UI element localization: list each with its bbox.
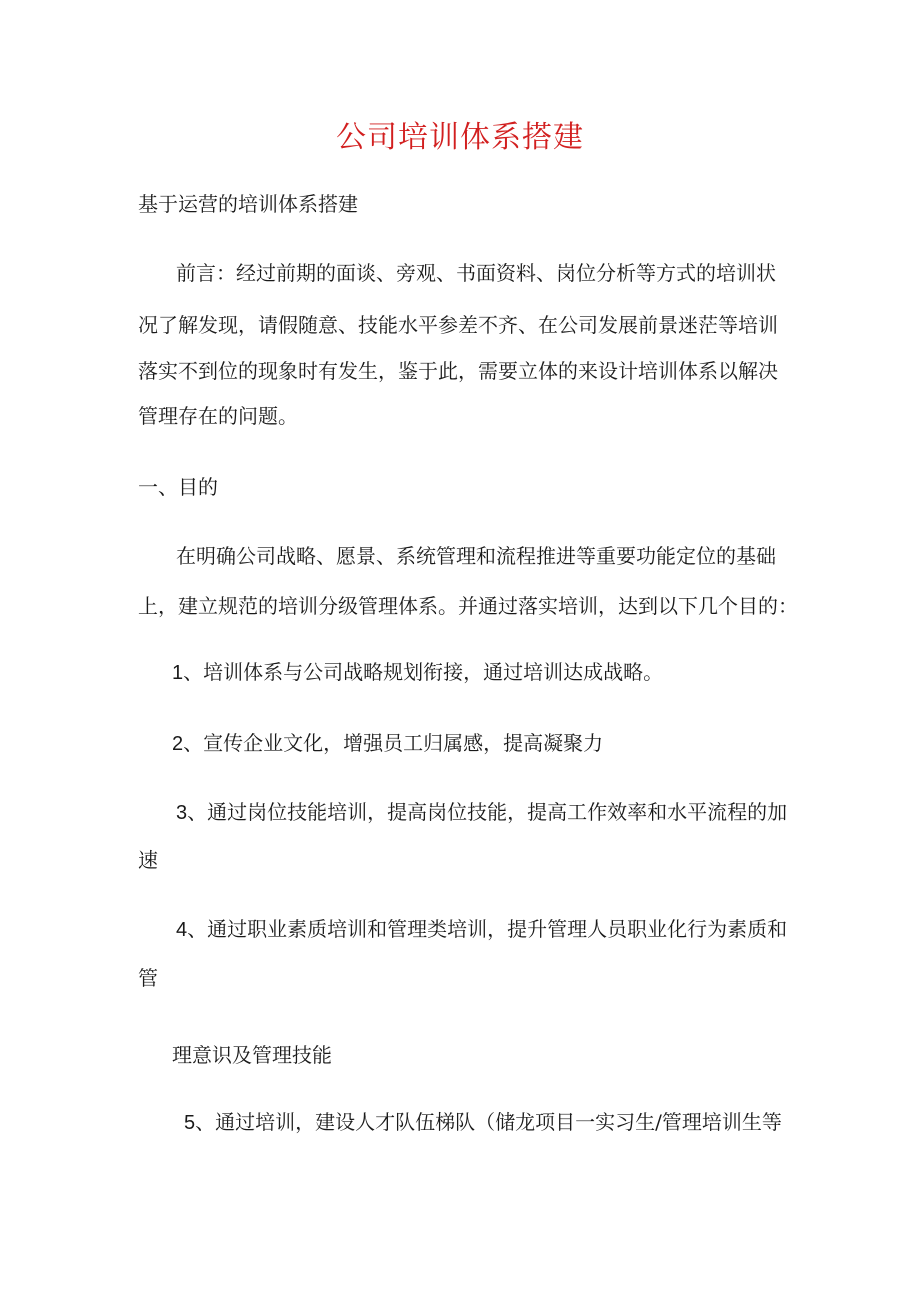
list-item-number: 3 [176,802,188,824]
list-item-4-wrap: 理意识及管理技能 [172,1043,332,1067]
list-item-text: 、通过岗位技能培训，提高岗位技能，提高工作效率和水平流程的加 [187,800,788,824]
list-item-3-continuation: 速 [138,848,158,872]
list-item-text: 、通过职业素质培训和管理类培训，提升管理人员职业化行为素质和 [187,917,788,941]
list-item-3 [176,798,836,827]
section-heading: 一、目的 [138,475,218,499]
list-item-text: 、培训体系与公司战略规划衔接，通过培训达成战略。 [183,660,664,684]
intro-line: 在明确公司战略、愿景、系统管理和流程推进等重要功能定位的基础 [176,544,776,568]
list-item-number: 4 [176,919,188,941]
preface-line: 况了解发现，请假随意、技能水平参差不齐、在公司发展前景迷茫等培训 [138,313,778,337]
list-item-number: 5 [184,1112,196,1134]
document-title: 公司培训体系搭建 [336,120,584,155]
list-item-1 [172,658,832,687]
intro-line: 上，建立规范的培训分级管理体系。并通过落实培训，达到以下几个目的： [138,594,798,618]
list-item-4-continuation: 管 [138,966,158,990]
list-item-number: 2 [172,733,184,755]
list-item-text: 、宣传企业文化，增强员工归属感，提高凝聚力 [183,731,604,755]
preface-line: 落实不到位的现象时有发生，鉴于此，需要立体的来设计培训体系以解决 [138,359,778,383]
preface-line: 前言：经过前期的面谈、旁观、书面资料、岗位分析等方式的培训状 [176,261,776,285]
preface-line: 管理存在的问题。 [138,404,298,428]
subtitle: 基于运营的培训体系搭建 [138,192,358,216]
list-item-2 [172,729,832,758]
list-item-4 [176,915,836,944]
list-item-number: 1 [172,662,184,684]
list-item-5 [184,1108,844,1137]
list-item-text: 、通过培训，建设人才队伍梯队（储龙项目一实习生/管理培训生等 [195,1110,782,1134]
